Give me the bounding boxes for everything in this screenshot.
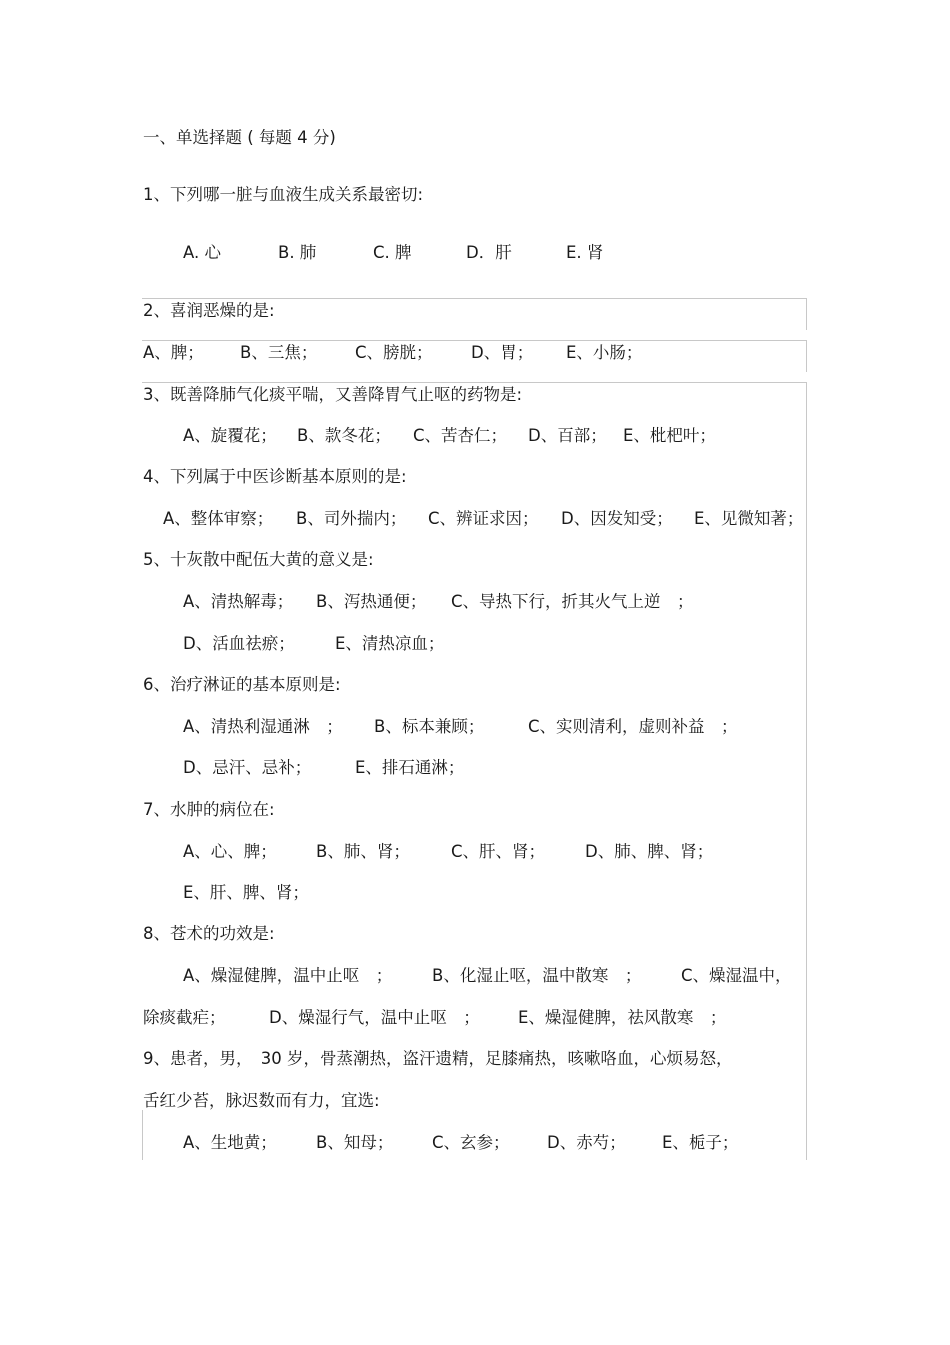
question-7-stem: 7、水肿的病位在: [143,800,275,819]
question-5-option-e: E、清热凉血； [335,634,445,653]
question-2-option-b: B、三焦； [240,343,318,362]
question-5-option-c: C、导热下行，折其火气上逆 ； [451,592,694,611]
question-8-option-c: C、燥湿温中， [681,966,792,985]
question-5-option-d: D、活血祛瘀； [183,634,295,653]
divider [806,298,807,330]
question-2-option-a: A、脾； [143,343,204,362]
question-6-option-e: E、排石通淋； [355,758,465,777]
question-8-option-e: E、燥湿健脾，祛风散寒 ； [518,1008,727,1027]
question-7-option-d: D、肺、脾、肾； [585,842,714,861]
question-3-option-d: D、百部； [528,426,607,445]
divider [142,340,807,341]
question-7-option-b: B、肺、肾； [316,842,410,861]
question-2-option-c: C、膀胱； [355,343,433,362]
question-2-option-d: D、胃； [471,343,534,362]
question-3-option-b: B、款冬花； [297,426,391,445]
question-4-option-a: A、整体审察； [163,509,274,528]
question-9-option-e: E、栀子； [662,1133,739,1152]
question-3-stem: 3、既善降肺气化痰平喘，又善降胃气止呕的药物是: [143,385,523,404]
question-4-option-c: C、辨证求因； [428,509,539,528]
question-7-option-e: E、肝、脾、肾； [183,883,309,902]
question-9-option-b: B、知母； [316,1133,394,1152]
question-1-option-d: D．肝 [466,243,512,262]
question-8-option-b: B、化湿止呕，温中散寒 ； [432,966,642,985]
question-9-stem: 9、患者，男， 30 岁，骨蒸潮热，盗汗遗精，足膝痛热，咳嗽咯血，心烦易怒， [143,1049,733,1068]
divider [806,340,807,372]
question-3-option-a: A、旋覆花； [183,426,277,445]
question-4-option-d: D、因发知受； [561,509,673,528]
question-8-option-c-cont: 除痰截疟； [143,1008,226,1027]
question-1-stem: 1、下列哪一脏与血液生成关系最密切: [143,185,424,204]
question-8-stem: 8、苍术的功效是: [143,924,275,943]
question-1-option-a: A. 心 [183,243,221,262]
question-9-option-c: C、玄参； [432,1133,510,1152]
question-2-option-e: E、小肠； [566,343,643,362]
question-6-option-d: D、忌汗、忌补； [183,758,312,777]
question-8-option-d: D、燥湿行气，温中止呕 ； [269,1008,480,1027]
question-4-option-b: B、司外揣内； [296,509,407,528]
question-1-option-e: E. 肾 [566,243,604,262]
question-7-option-c: C、肝、肾； [451,842,546,861]
question-6-option-b: B、标本兼顾； [374,717,485,736]
question-5-option-a: A、清热解毒； [183,592,294,611]
divider [142,1110,143,1160]
question-6-option-a: A、清热利湿通淋 ； [183,717,343,736]
question-5-option-b: B、泻热通便； [316,592,427,611]
question-4-option-e: E、见微知著； [694,509,804,528]
question-3-option-e: E、枇杷叶； [623,426,716,445]
question-9-option-d: D、赤芍； [547,1133,626,1152]
question-5-stem: 5、十灰散中配伍大黄的意义是: [143,550,374,569]
question-8-option-a: A、燥湿健脾，温中止呕 ； [183,966,393,985]
divider [142,298,807,299]
divider [142,382,807,383]
divider [806,382,807,1160]
question-1-option-c: C. 脾 [373,243,412,262]
question-3-option-c: C、苦杏仁； [413,426,508,445]
question-9-stem-cont: 舌红少苔，脉迟数而有力，宜选: [143,1091,380,1110]
question-1-option-b: B. 肺 [278,243,317,262]
question-7-option-a: A、心、脾； [183,842,277,861]
question-6-option-c: C、实则清利，虚则补益 ； [528,717,738,736]
section-title: 一、单选择题 ( 每题 4 分) [143,128,336,147]
question-9-option-a: A、生地黄； [183,1133,277,1152]
question-4-stem: 4、下列属于中医诊断基本原则的是: [143,467,407,486]
question-6-stem: 6、治疗淋证的基本原则是: [143,675,341,694]
question-2-stem: 2、喜润恶燥的是: [143,301,275,320]
